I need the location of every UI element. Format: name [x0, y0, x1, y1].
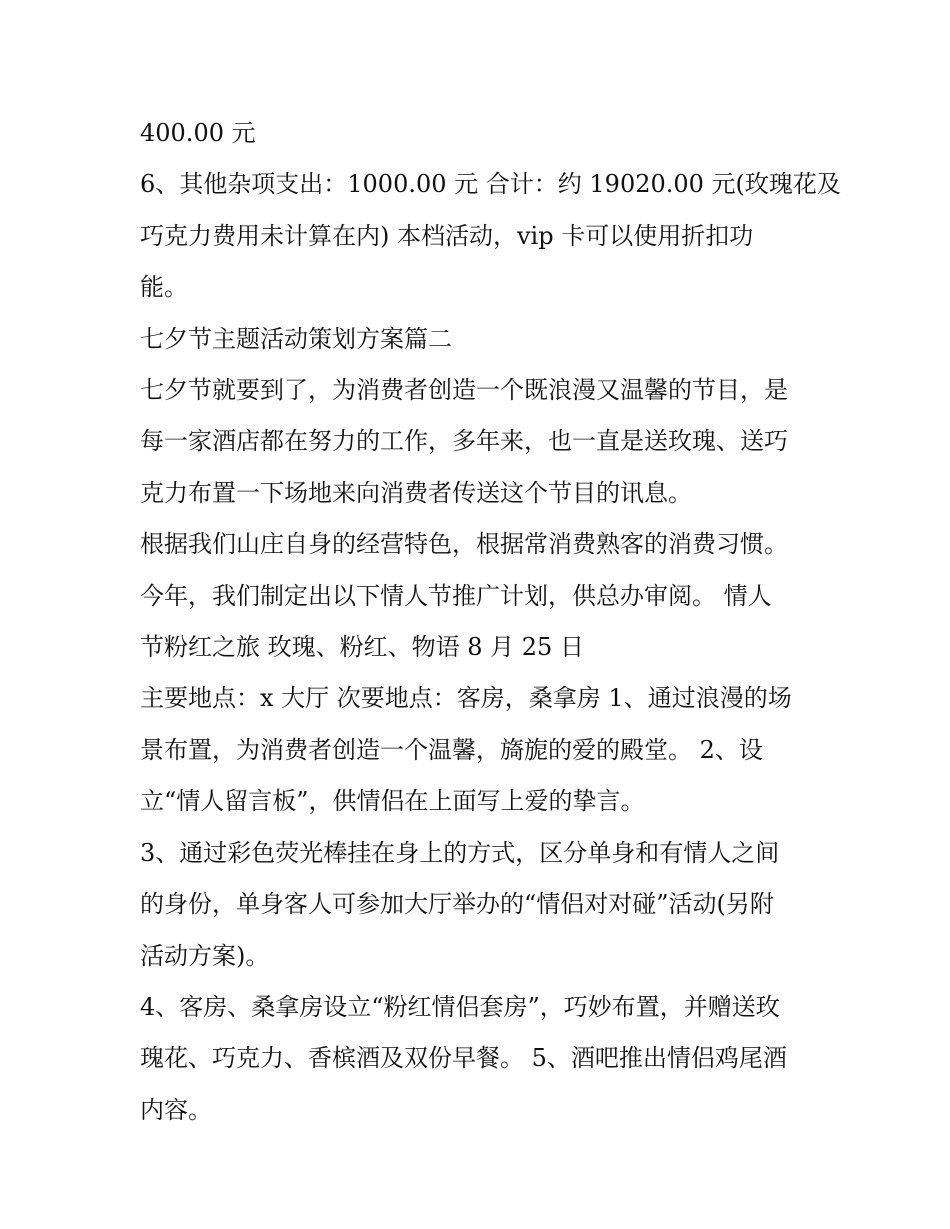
text-line: 400.00 元 — [140, 119, 256, 147]
text-line: 巧克力费用未计算在内) 本档活动，vip 卡可以使用折扣功 — [140, 221, 754, 250]
text-line: 根据我们山庄自身的经营特色，根据常消费熟客的消费习惯。 — [140, 530, 788, 559]
text-line: 克力布置一下场地来向消费者传送这个节目的讯息。 — [140, 478, 692, 507]
text-line: 能。 — [140, 273, 188, 302]
text-line: 的身份，单身客人可参加大厅举办的“情侣对对碰”活动(另附 — [140, 890, 774, 919]
text-line: 4、客房、桑拿房设立“粉红情侣套房”，巧妙布置，并赠送玫 — [140, 992, 780, 1021]
text-line: 瑰花、巧克力、香槟酒及双份早餐。 5、酒吧推出情侣鸡尾酒 — [140, 1044, 787, 1073]
text-line: 今年，我们制定出以下情人节推广计划，供总办审阅。 情人 — [140, 581, 772, 610]
text-line: 活动方案)。 — [140, 941, 270, 970]
text-line: 3、通过彩色荧光棒挂在身上的方式，区分单身和有情人之间 — [140, 838, 780, 867]
document-body — [140, 108, 841, 1136]
text-line: 景布置，为消费者创造一个温馨，旖旎的爱的殿堂。 2、设 — [140, 735, 763, 764]
text-line: 节粉红之旅 玫瑰、粉红、物语 8 月 25 日 — [140, 633, 584, 662]
text-line: 6、其他杂项支出：1000.00 元 合计：约 19020.00 元(玫瑰花及 — [140, 170, 841, 199]
text-line: 七夕节就要到了，为消费者创造一个既浪漫又温馨的节目，是 — [140, 376, 788, 405]
text-line: 每一家酒店都在努力的工作，多年来，也一直是送玫瑰、送巧 — [140, 427, 788, 456]
section-heading: 七夕节主题活动策划方案篇二 — [140, 324, 452, 353]
text-line: 立“情人留言板”，供情侣在上面写上爱的挚言。 — [140, 787, 645, 816]
text-line: 内容。 — [140, 1095, 212, 1124]
text-line: 主要地点：x 大厅 次要地点：客房，桑拿房 1、通过浪漫的场 — [140, 684, 792, 713]
